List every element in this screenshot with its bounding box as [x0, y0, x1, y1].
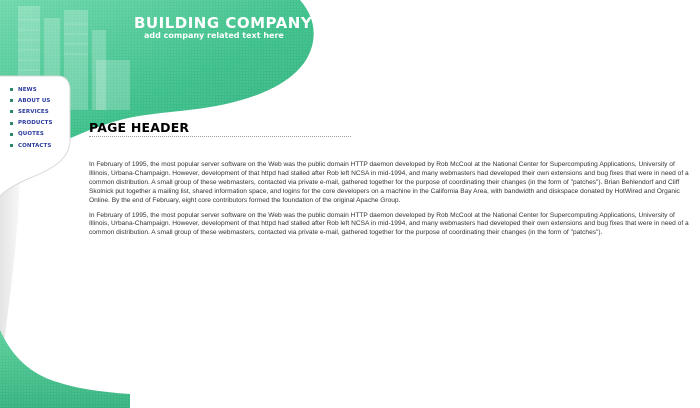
nav-item-label: QUOTES — [18, 131, 44, 138]
nav-item-label: PRODUCTS — [18, 120, 53, 127]
nav-item-services[interactable] — [10, 106, 53, 117]
bullet-icon — [10, 122, 13, 125]
nav-item-news[interactable] — [10, 84, 53, 95]
bullet-icon — [10, 99, 13, 102]
nav-item-label: CONTACTS — [18, 142, 52, 149]
bullet-icon — [10, 133, 13, 136]
content-paragraph: In February of 1995, the most popular server software on the Web was the public domain HTTP daemon developed by Rob McCool at the National Center for Supercomputing Applications, University of Illinois, Urbana-Champaign. However, development of that httpd had stalled after Rob left NCSA in mid-1994, and many webmasters had developed their own extensions and bug fixes that were in need of a common distribution. A small group of these webmasters, contacted via private e-mail, gathered together for the purpose of coordinating their changes (in the form of "patches"). — [89, 211, 689, 237]
bullet-icon — [10, 144, 13, 147]
main-content — [89, 161, 694, 244]
nav-item-label: SERVICES — [18, 108, 49, 115]
nav-item-contacts[interactable] — [10, 140, 53, 151]
nav-item-label: NEWS — [18, 86, 37, 93]
nav-item-label: ABOUT US — [18, 97, 51, 104]
nav-item-quotes[interactable] — [10, 129, 53, 140]
page-title: PAGE HEADER — [89, 120, 190, 135]
content-paragraph: In February of 1995, the most popular server software on the Web was the public domain HTTP daemon developed by Rob McCool at the National Center for Supercomputing Applications, University of Illinois, Urbana-Champaign. However, development of that httpd had stalled after Rob left NCSA in mid-1994, and many webmasters had developed their own extensions and bug fixes that were in need of a common distribution. A small group of these webmasters, contacted via private e-mail, gathered together for the purpose of coordinating their changes (in the form of "patches"). Brian Behlendorf and Cliff Skolnick put together a mailing list, shared information space, and logins for the core developers on a machine in the California Bay Area, with bandwidth and diskspace donated by HotWired and Organic Online. By the end of February, eight core contributors formed the foundation of the original Apache Group. — [89, 161, 689, 204]
company-tagline: add company related text here — [144, 31, 284, 40]
bullet-icon — [10, 110, 13, 113]
company-logo-title: BUILDING COMPANY — [134, 14, 313, 32]
main-navigation — [10, 84, 53, 151]
page-header — [89, 120, 351, 137]
nav-item-about-us[interactable] — [10, 95, 53, 106]
nav-item-products[interactable] — [10, 118, 53, 129]
bullet-icon — [10, 88, 13, 91]
